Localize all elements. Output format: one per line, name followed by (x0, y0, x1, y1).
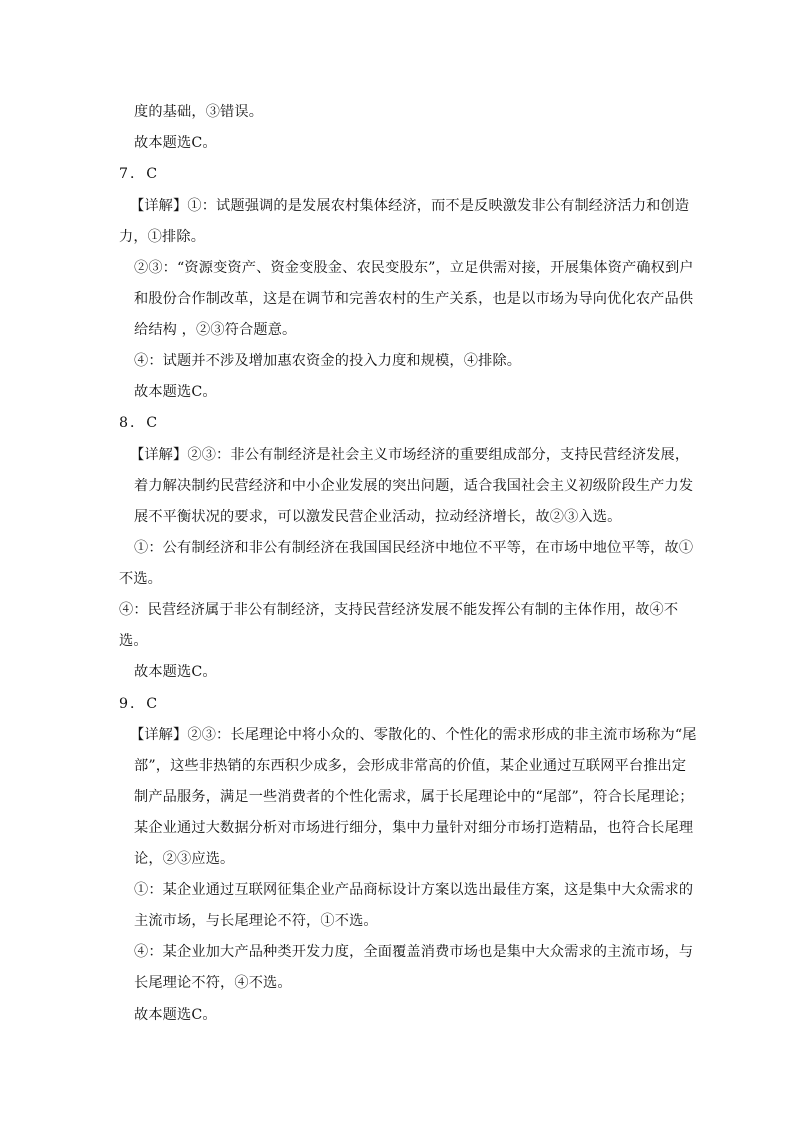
text-line: 某企业通过大数据分析对市场进行细分，集中力量针对细分市场打造精品，也符合长尾理 (134, 820, 694, 836)
text-line: 部”，这些非热销的东西积少成多，会形成非常高的价值，某企业通过互联网平台推出定 (134, 758, 687, 774)
text-line: 和股份合作制改革，这是在调节和完善农村的生产关系，也是以市场为导向优化农产品供 (134, 291, 694, 307)
text-line: 论，②③应选。 (134, 851, 235, 867)
text-line: 【详解】①：试题强调的是发展农村集体经济，而不是反映激发非公有制经济活力和创造 (130, 198, 690, 214)
text-line: 展不平衡状况的要求，可以激发民营企业活动，拉动经济增长，故②③入选。 (134, 509, 622, 525)
text-line: 力，①排除。 (119, 229, 206, 245)
text-line: 【详解】②③：长尾理论中将小众的、零散化的、个性化的需求形成的非主流市场称为“尾 (130, 727, 697, 743)
text-line: ①：公有制经济和非公有制经济在我国国民经济中地位不平等，在市场中地位平等，故① (134, 540, 694, 556)
text-line: 故本题选C。 (134, 664, 217, 680)
text-line: 故本题选C。 (134, 384, 217, 400)
text-line: ①：某企业通过互联网征集企业产品商标设计方案以选出最佳方案，这是集中大众需求的 (134, 882, 694, 898)
question-number: 9．C (119, 696, 160, 712)
text-line: 故本题选C。 (134, 135, 217, 151)
text-line: 度的基础，③错误。 (134, 104, 264, 120)
text-line: 【详解】②③：非公有制经济是社会主义市场经济的重要组成部分，支持民营经济发展， (130, 447, 690, 463)
text-line: ④：某企业加大产品种类开发力度，全面覆盖消费市场也是集中大众需求的主流市场，与 (134, 944, 694, 960)
question-number: 7．C (119, 166, 160, 182)
text-line: 不选。 (119, 571, 163, 587)
text-line: ④：试题并不涉及增加惠农资金的投入力度和规模，④排除。 (134, 353, 522, 369)
text-line: ④：民营经济属于非公有制经济，支持民营经济发展不能发挥公有制的主体作用，故④不 (119, 602, 679, 618)
text-line: 故本题选C。 (134, 1007, 217, 1023)
text-line: 长尾理论不符，④不选。 (134, 975, 292, 991)
text-line: 制产品服务，满足一些消费者的个性化需求，属于长尾理论中的“尾部”，符合长尾理论； (134, 789, 694, 805)
text-line: ②③：“资源变资产、资金变股金、农民变股东”，立足供需对接，开展集体资产确权到户 (134, 260, 694, 276)
text-line: 着力解决制约民营经济和中小企业发展的突出问题，适合我国社会主义初级阶段生产力发 (134, 478, 694, 494)
question-number: 8．C (119, 415, 160, 431)
text-line: 主流市场，与长尾理论不符，①不选。 (134, 913, 378, 929)
text-line: 选。 (119, 633, 148, 649)
text-line: 给结构 ，②③符合题意。 (134, 322, 297, 338)
